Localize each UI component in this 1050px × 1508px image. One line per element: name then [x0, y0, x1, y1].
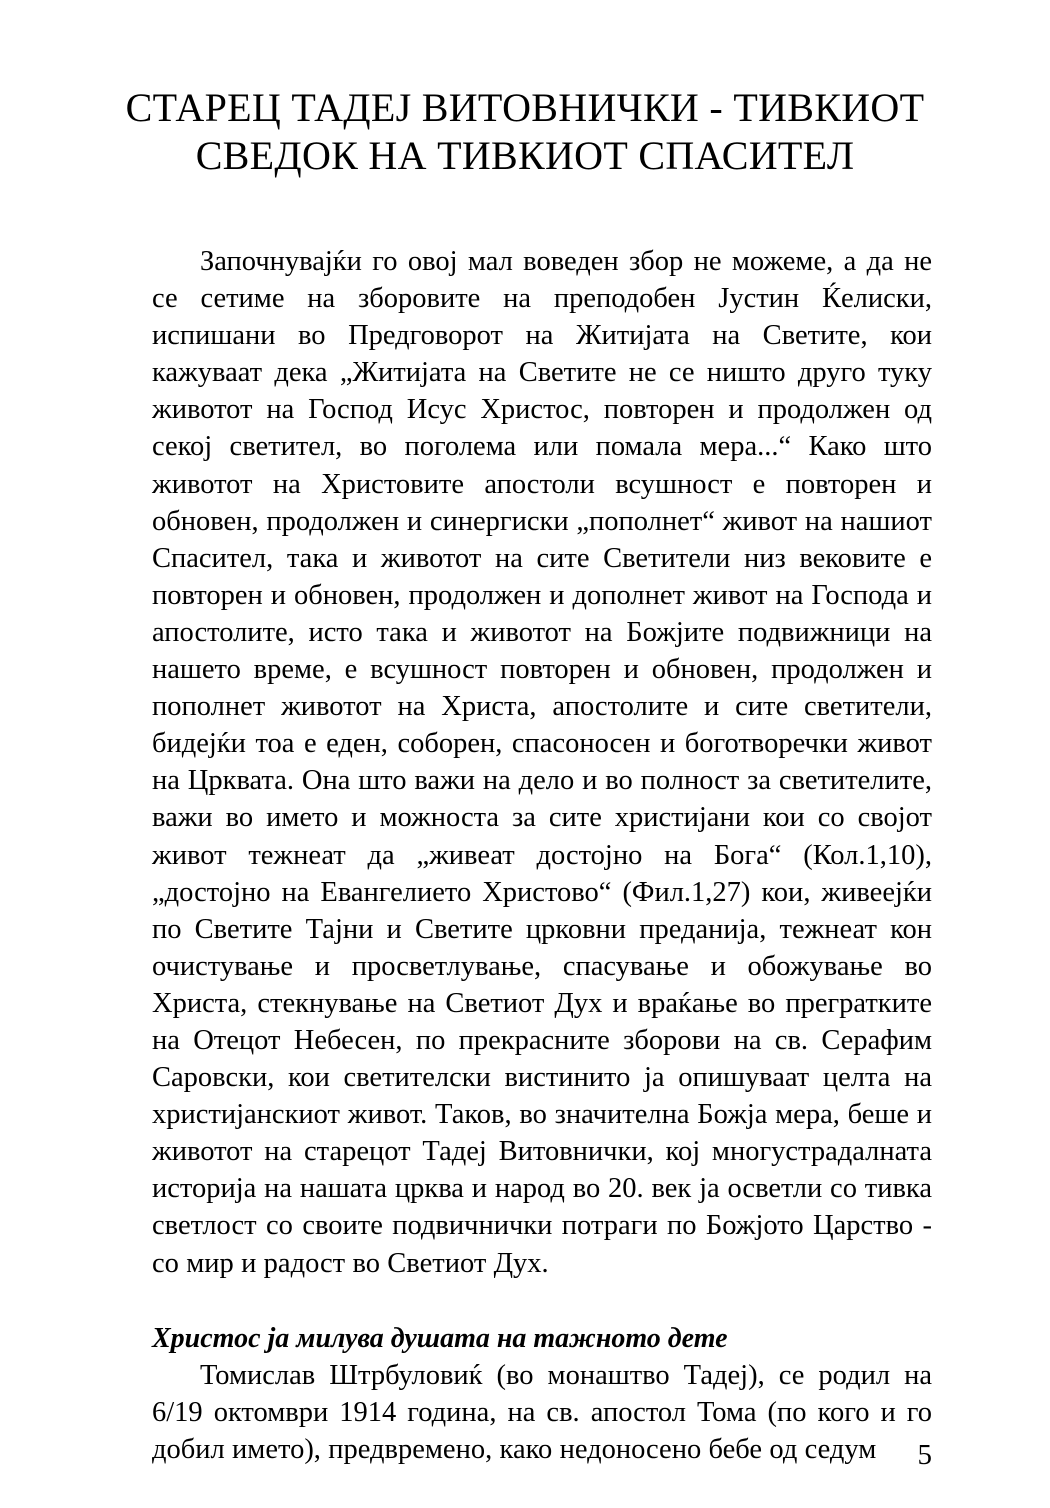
page-number: 5	[917, 1439, 932, 1471]
body-text-column	[152, 243, 932, 1468]
intro-paragraph: Започнувајќи го овој мал воведен збор не можеме, а да не се сетиме на зборовите на преподобен Јустин Ќелиски, испишани во Предговорот на Житијата на Светите, кои кажуваат дека „Житијата на Светите не се ништо друго туку животот на Господ Исус Христос, повторен и продолжен од секој светител, во поголема или помала мера...“ Како што животот на Христовите апостоли всушност е повторен и обновен, продолжен и синергиски „пополнет“ живот на нашиот Спасител, така и животот на сите Светители низ вековите е повторен и обновен, продолжен и дополнет живот на Господа и апостолите, исто така и животот на Божјите подвижници на нашето време, е всушност повторен и обновен, продолжен и пополнет животот на Христа, апостолите и сите светители, бидејќи тоа е еден, соборен, спасоносен и боготворечки живот на Црквата. Она што важи на дело и во полност за светителите, важи во името и можноста за сите христијани кои со својот живот тежнеат да „живеат достојно на Бога“ (Кол.1,10), „достојно на Евангелието Христово“ (Фил.1,27) кои, живеејќи по Светите Тајни и Светите црковни преданија, тежнеат кон очистување и просветлување, спасување и обожување во Христа, стекнување на Светиот Дух и враќање во прегратките на Отецот Небесен, по прекрасните зборови на св. Серафим Саровски, кои светителски вистинито ја опишуваат целта на христијанскиот живот. Таков, во значителна Божја мера, беше и животот на старецот Тадеј Витовнички, кој многустрадалната историја на нашата црква и народ во 20. век ја осветли со тивка светлост со своите подвичнички потраги по Божјото Царство - со мир и радост во Светиот Дух.	[152, 246, 932, 1279]
page-title	[118, 84, 932, 180]
page-title-line-2: СВЕДОК НА ТИВКИОТ СПАСИТЕЛ	[195, 133, 855, 178]
section-heading-1: Христос ја милува душата на тажното дете	[152, 1322, 728, 1354]
biography-paragraph: Томислав Штрбуловиќ (во монаштво Тадеј), се родил на 6/19 октомври 1914 година, на св. апостол Тома (по кого и го добил името), предвремено, како недоносено бебе од седум	[152, 1359, 932, 1465]
page-title-line-1: СТАРЕЦ ТАДЕЈ ВИТОВНИЧКИ - ТИВКИОТ	[125, 85, 925, 130]
paragraph-spacer	[152, 1282, 932, 1304]
